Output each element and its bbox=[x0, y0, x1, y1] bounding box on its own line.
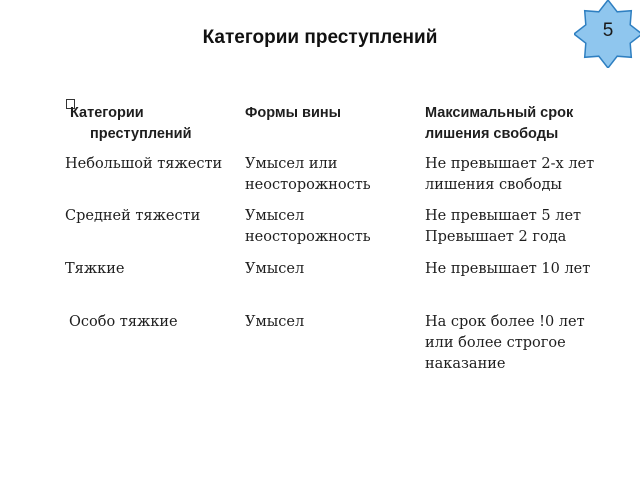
header-category-line-2: преступлений bbox=[90, 126, 192, 142]
row-1-guilt bbox=[245, 154, 371, 196]
row-1-term bbox=[425, 154, 594, 196]
slide-number-badge bbox=[574, 0, 640, 66]
slide-number: 5 bbox=[602, 20, 614, 41]
page-title-text: Категории преступлений bbox=[202, 27, 438, 48]
header-guilt-line-1: Формы вины bbox=[245, 105, 342, 121]
row-4-category bbox=[69, 312, 178, 333]
row-2-guilt-line-1: Умысел bbox=[245, 208, 305, 224]
row-2-term bbox=[425, 206, 581, 248]
row-2-term-line-2: Превышает 2 года bbox=[425, 229, 567, 245]
row-3-category bbox=[65, 259, 124, 280]
row-4-term bbox=[425, 312, 585, 375]
row-2-category-text: Средней тяжести bbox=[65, 208, 201, 224]
header-term-line-1: Максимальный срок bbox=[425, 105, 574, 121]
row-1-guilt-line-1: Умысел или bbox=[245, 156, 338, 172]
row-3-guilt bbox=[245, 259, 304, 280]
page-title bbox=[0, 27, 640, 49]
row-2-category bbox=[65, 206, 200, 227]
header-guilt bbox=[245, 103, 341, 124]
row-4-guilt-line-1: Умысел bbox=[245, 314, 305, 330]
row-4-term-line-1: На срок более !0 лет bbox=[425, 314, 585, 330]
header-term bbox=[425, 103, 573, 145]
row-3-category-text: Тяжкие bbox=[65, 261, 125, 277]
row-3-guilt-line-1: Умысел bbox=[245, 261, 305, 277]
row-3-term-line-1: Не превышает 10 лет bbox=[425, 261, 591, 277]
row-2-guilt-line-2: неосторожность bbox=[245, 229, 371, 245]
row-4-category-text: Особо тяжкие bbox=[69, 314, 178, 330]
row-1-term-line-2: лишения свободы bbox=[425, 177, 562, 193]
row-1-category bbox=[65, 154, 222, 175]
row-4-guilt bbox=[245, 312, 304, 333]
row-2-term-line-1: Не превышает 5 лет bbox=[425, 208, 582, 224]
row-1-category-text: Небольшой тяжести bbox=[65, 156, 223, 172]
row-4-term-line-2: или более строгое bbox=[425, 335, 566, 351]
header-category bbox=[70, 103, 192, 145]
row-2-guilt bbox=[245, 206, 371, 248]
header-term-line-2: лишения свободы bbox=[425, 126, 559, 142]
header-category-line-1: Категории bbox=[70, 105, 144, 121]
row-1-guilt-line-2: неосторожность bbox=[245, 177, 371, 193]
row-4-term-line-3: наказание bbox=[425, 356, 506, 372]
row-1-term-line-1: Не превышает 2-х лет bbox=[425, 156, 595, 172]
row-3-term bbox=[425, 259, 590, 280]
